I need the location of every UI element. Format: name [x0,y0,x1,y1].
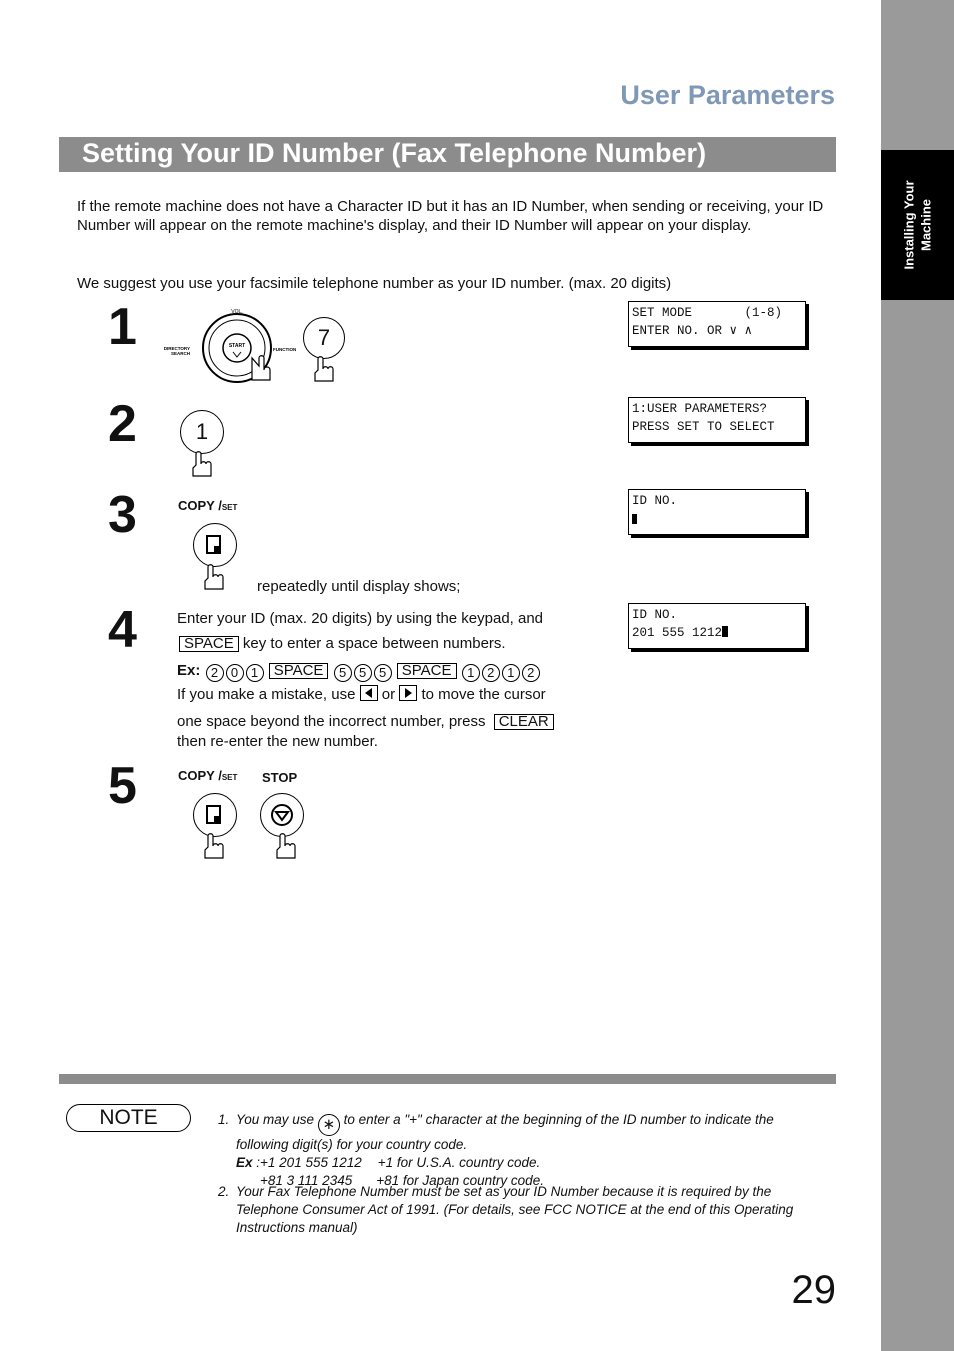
left-arrow-key[interactable] [360,685,378,701]
key-1-button[interactable]: 1 [180,410,224,454]
stop-button[interactable] [260,793,304,837]
finger-press-icon [310,355,338,383]
lcd-display-step-2: 1:USER PARAMETERS? PRESS SET TO SELECT [628,397,806,443]
finger-press-icon [200,563,228,591]
copy-icon [205,535,225,555]
note-item-2: Your Fax Telephone Number must be set as your ID Number because it is required by the Telephone Consumer Act of 1991. (For details, see FCC NOTICE at the end of this Operating Instructions manual) [236,1184,794,1235]
page-number: 29 [791,1268,836,1312]
lcd-display-step-3: ID NO. [628,489,806,535]
note-item-1-number: 1. [218,1112,230,1127]
dial-label-center: START [228,343,246,349]
lcd-display-step-4: ID NO. 201 555 1212 [628,603,806,649]
step-2-number: 2 [108,395,137,453]
svg-text:SEARCH: SEARCH [170,351,190,356]
copy-set-key-label: COPY /SET [178,768,238,783]
key-7-button[interactable]: 7 [303,317,345,359]
step-4-text-5: one space beyond the incorrect number, press CLEAR [177,712,554,731]
step-3-number: 3 [108,486,137,544]
copy-set-key-label: COPY /SET [178,498,238,513]
step-4-text-6: then re-enter the new number. [177,733,378,750]
finger-press-icon [188,450,216,478]
note-label: NOTE [66,1104,191,1132]
lcd-cursor [722,626,728,637]
step-4-text-3: If you make a mistake, use or to move the cursor [177,686,546,703]
stop-key-label: STOP [262,770,298,785]
step-4-number: 4 [108,601,137,659]
divider-rule [59,1074,836,1084]
step-4-example: Ex: 2 0 1 SPACE 5 5 5 SPACE 1 2 1 2 [177,661,541,682]
lcd-display-step-1: SET MODE (1-8) ENTER NO. OR ∨ ∧ [628,301,806,347]
dial-label-right: FUNCTION [273,347,297,352]
svg-text:DIRECTORY: DIRECTORY [163,346,190,351]
note-item-1: You may use ∗ to enter a "+" character at the beginning of the ID number to indicate the following digit(s) for your country code. Ex :+1 201 555 1212 +1 for U.S.A. country code. +81 3 111 2345 +81 for Japan country code. [236,1112,774,1188]
lcd-cursor [632,514,637,524]
finger-press-icon [272,832,300,860]
intro-paragraph-1: If the remote machine does not have a Character ID but it has an ID Number, when sending or receiving, your ID Number will appear on the remote machine's display, and their ID Number will appear on your display. [77,198,824,234]
page-title: Setting Your ID Number (Fax Telephone Number) [82,138,707,168]
clear-key[interactable]: CLEAR [494,714,554,730]
copy-set-button[interactable] [193,523,237,567]
stop-icon [270,803,294,827]
section-label: User Parameters [620,80,835,110]
finger-press-icon [200,832,228,860]
step-4-line-2: SPACE key to enter a space between numbers. [179,634,506,653]
step-1-number: 1 [108,298,137,356]
right-arrow-key[interactable] [399,685,417,701]
copy-set-button[interactable] [193,793,237,837]
space-key[interactable]: SPACE [179,636,239,652]
step-4-text-1: Enter your ID (max. 20 digits) by using the keypad, and [177,610,544,627]
note-item-2-number: 2. [218,1184,230,1199]
step-5-number: 5 [108,757,137,815]
dial-label-top: VOL. [231,309,243,315]
copy-icon [205,805,225,825]
navigation-dial-icon [163,308,301,386]
step-3-text: repeatedly until display shows; [257,578,461,595]
chapter-tab-label: Installing Your Machine [901,180,934,270]
star-key-icon: ∗ [318,1114,340,1136]
intro-paragraph-2: We suggest you use your facsimile telephone number as your ID number. (max. 20 digits) [77,275,672,292]
